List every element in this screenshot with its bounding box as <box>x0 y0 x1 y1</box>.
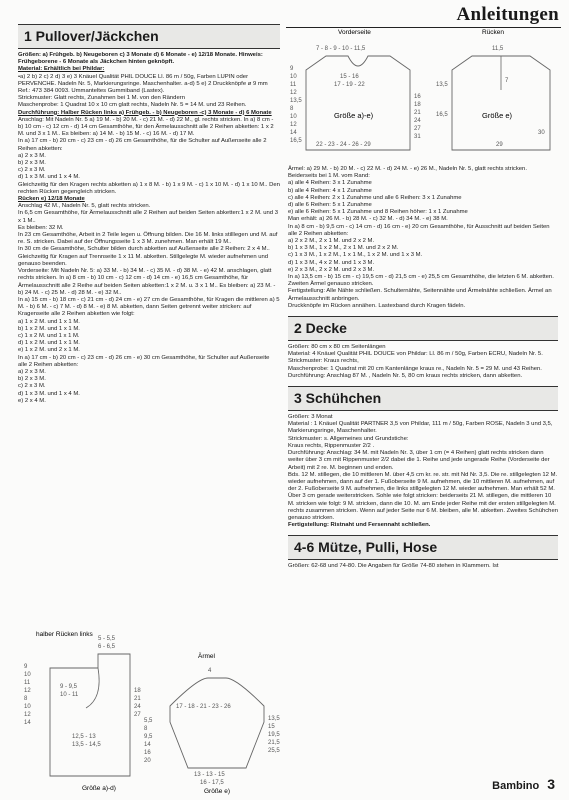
dimension-label: 30 <box>538 130 545 136</box>
dimension-label: 16 <box>144 750 151 756</box>
dimension-label: 21 <box>414 110 421 116</box>
left-column <box>18 22 280 405</box>
dimension-label: 21 <box>134 696 141 702</box>
text-line: Vorderseite: Mit Nadeln Nr. 5: a) 33 M. - b) 34 M. - c) 35 M. - d) 38 M. - e) 42 M. anschlagen, glatt rechts stricken. In a) 8 cm - b) 10 cm - c) 12 cm - d) 14 cm - e) 16,5 cm Gesamthöhe, für Ärmelausschnitt alle 2 Reihe auf beiden Seiten abketten:1 x 2 M. u. 3 x 1 M.. Es bleiben: a) 23 M. - b) 24 M. - c) 25 M. - d) 28 M. - e) 32 M.. <box>18 268 276 296</box>
dimension-label: 8 <box>24 696 28 702</box>
half-back-label: halber Rücken links <box>36 631 93 638</box>
sleeve-top: 4 <box>208 668 212 674</box>
text-line: Durchführung: Anschlag 87 M. , Nadeln Nr. 5, 80 cm kraus rechts stricken, dann abketten. <box>288 372 523 379</box>
half-top-1: 5 - 5,5 <box>98 636 116 642</box>
text-line: c) 1 x 3 M., 1 x 2 M., 1 x 1 M., 1 x 2 M. und 1 x 3 M. <box>288 252 423 259</box>
text-line: Anschlag 42 M., Nadeln Nr. 5, glatt rechts stricken. <box>18 203 151 210</box>
text-line: Über 3 cm gerade weiterstricken. Sohle wie folgt stricken: beiderseits 21 M. stillegen, die mittleren 10 M. stricken wie folgt: 9 M. stricken, dann die 10. M. am Ende jeder Reihe mit der ersten stillgelegten M. rechts zusammen stricken. Wenn auf jeder Seite nur 6 M. bleiben, alle M. abketten. Zweites Schühchen genauso stricken. <box>288 493 559 521</box>
dimension-label: 8 <box>290 106 294 112</box>
text-line: b) alle 4 Reihen: 4 x 1 Zunahme <box>288 187 372 194</box>
text-line: In 30 cm de Gesamthöhe, Schulter bilden durch abketten auf Außenseite alle 2 Reihen: 2 x 4 M.. Gleichzeitig für Kragen auf Trennseite 1 x 11 M. abketten. Stillgelegte M. wieder aufnehmen und genauso beenden. <box>18 246 270 267</box>
text-line: In 6,5 cm Gesamthöhe, für Ärmelausschnitt alle 2 Reihen auf beiden Seiten abketten:1 x 2 M. und 3 x 1 M.. <box>18 210 278 224</box>
dimension-label: 16,5 <box>290 138 302 144</box>
dimension-label: 18 <box>414 102 421 108</box>
text-line: Material: 4 Knäuel Qualität PHIL DOUCE von Phildar: Ll. 86 m / 50g, Farben ECRU, Nadeln Nr. 5. <box>288 351 543 358</box>
dimension-label: 10 <box>290 74 297 80</box>
text-line: Rücken e) 12/18 Monate <box>18 196 85 203</box>
dimension-label: 13,5 <box>268 716 280 722</box>
dimension-label: 18 <box>134 688 141 694</box>
text-line: Es bleiben: 32 M. <box>18 224 64 231</box>
text-line: c) 1 x 2 M. und 1 x 1 M. <box>18 332 80 339</box>
dimension-label: 27 <box>134 712 141 718</box>
back-bottom: 29 <box>496 142 503 148</box>
front-neck-2: 17 - 19 - 22 <box>334 82 365 88</box>
text-line: a) 2 x 3 M. <box>18 368 46 375</box>
front-neck-1: 15 - 16 <box>340 74 359 80</box>
dimension-label: 12 <box>24 712 31 718</box>
section-title-decke: 2 Decke <box>288 316 558 341</box>
text-line: Gleichzeitig für den Kragen rechts abketten a) 1 x 8 M. - b) 1 x 9 M. - c) 1 x 10 M. - d) 1 x 10 M.. Den rechten Rücken gegengleich stricken. <box>18 181 280 195</box>
section-title-muetze: 4-6 Mütze, Pulli, Hose <box>288 535 558 560</box>
text-line: Material: Erhältlich bei Phildar: <box>18 66 105 73</box>
back-mid: 7 <box>505 78 509 84</box>
front-top: 7 - 8 - 9 - 10 - 11,5 <box>316 46 366 52</box>
text-line: In a) 8 cm - b) 9,5 cm - c) 14 cm - d) 16 cm - e) 20 cm Gesamthöhe, für Ausschnitt auf beiden Seiten alle 2 Reihen abketten: <box>288 223 550 237</box>
text-line: In a) 15 cm - b) 18 cm - c) 21 cm - d) 24 cm - e) 27 cm de Gesamthöhe, für Kragen die mittleren a) 5 M. - b) 6 M. - c) 7 M. - d) 8 M. - e) 8 M. abketten, dann Seiten getrennt weiter stricken: auf Kragenseite alle 2 Reihen abketten wie folgt: <box>18 296 280 318</box>
text-line: a) 1 x 2 M. und 1 x 1 M. <box>18 318 80 325</box>
dimension-label: 16 <box>414 94 421 100</box>
dimension-label: 5,5 <box>144 718 153 724</box>
dimension-label: 16,5 <box>436 112 448 118</box>
dimension-label: 11 <box>290 82 297 88</box>
text-line: c) 2 x 3 M. <box>18 167 46 174</box>
text-line: Kraus rechts, Rippenmuster 2/2 . <box>288 442 375 449</box>
footer-brand: Bambino <box>492 780 540 792</box>
text-line: b) 2 x 3 M. <box>18 160 46 167</box>
sleeve-mid: 17 - 18 - 21 - 23 - 26 <box>176 704 231 710</box>
text-line: Beiderseits bei 1 M. vom Rand: <box>288 173 370 180</box>
dimension-label: 15 <box>268 724 275 730</box>
back-label: Rücken <box>482 29 505 36</box>
dimension-label: 14 <box>144 742 151 748</box>
dimension-label: 27 <box>414 126 421 132</box>
text-line: Ärmel: a) 29 M. - b) 20 M. - c) 22 M. - d) 24 M. - e) 26 M., Nadeln Nr. 5, glatt rechts stricken. <box>288 166 527 172</box>
text-line: c) alle 4 Reihen: 2 x 1 Zunahme und alle 6 Reihen: 3 x 1 Zunahme <box>288 194 462 201</box>
text-line: Strickmuster: Glatt rechts, Zunahmen bei 1 M. von den Rändern <box>18 95 185 102</box>
text-line: In a) 13,5 cm - b) 15 cm - c) 19,5 cm - d) 21,5 cm - e) 25,5 cm Gesamthöhe, die letzten 6 M. abketten. Zweiten Ärmel genauso stricken. <box>288 274 554 288</box>
half-size: Größe a)-d) <box>82 785 116 792</box>
text-line: Durchführung: Anschlag: 34 M. mit Nadeln Nr. 3, über 1 cm (= 4 Reihen) glatt rechts stricken dann weiter über 3 cm mit Rippenmuster 2/2 dabei die 1. Reihe und jede ungerade Reihe (Vorderseite der Arbeit) mit 2 re. M. beginnen und enden. <box>288 450 550 471</box>
text-line: Größen: 3 Monat <box>288 414 333 421</box>
text-line: d) 1 x 2 M. und 1 x 1 M. <box>18 340 80 347</box>
text-line: d) alle 6 Reihen: 5 x 1 Zunahme <box>288 202 372 209</box>
text-line: Bds. 12 M. stillegen, die 10 mittleren M. über 4,5 cm kr. re. str. mit Nd Nr. 3,5. Die re. stillgelegten 12 M. wieder aufnehmen, dann auf der 1. Fußoberseite 9 M. aufnehmen, die 10 mittleren M. aufnehmen, auf der 2. Fußoberseite 9 M. aufnehmen, die links stillgelegten 12 M. wieder aufnehmen. Man erhält 52 M. <box>288 471 558 493</box>
half-mid-2: 10 - 11 <box>60 692 79 698</box>
dimension-label: 9 <box>290 66 294 72</box>
text-line: Druckknöpfe im Rücken annähen. Lastexband durch Kragen fädeln. <box>288 302 466 309</box>
sleeve-bottom-1: 13 - 13 - 15 <box>194 772 225 778</box>
text-line: Fertigstellung: Alle Nähte schließen. Schulternähte, Seitennähte und Ärmelnähte schließen. Ärmel an Ärmelausschnitt anbringen. <box>288 288 552 302</box>
dimension-label: 12 <box>290 122 297 128</box>
dimension-label: 10 <box>24 704 31 710</box>
text-line: In 23 cm Gesamthöhe, Arbeit in 2 Teile legen u. Öffnung bilden. Die 16 M. links stilllegen und M. auf re. S. stricken. Dabei auf der Öffnungsseite 1 x 3 M. zunehmen. Man erhält 19 M.. <box>18 232 278 246</box>
muetze-instructions <box>288 563 558 570</box>
text-line: a) 2 x 3 M. <box>18 152 46 159</box>
dimension-label: 20 <box>144 758 151 764</box>
dimension-label: 21,5 <box>268 740 280 746</box>
sleeve-label: Ärmel <box>198 653 215 660</box>
pullover-continued-instructions <box>288 166 558 310</box>
text-line: e) alle 6 Reihen: 5 x 1 Zunahme und 8 Reihen höher: 1 x 1 Zunahme <box>288 209 468 216</box>
dimension-label: 11 <box>24 680 31 686</box>
half-bottom-2: 13,5 - 14,5 <box>72 742 101 748</box>
dimension-label: 10 <box>290 114 297 120</box>
dimension-label: 12 <box>24 688 31 694</box>
text-line: b) 2 x 3 M. <box>18 376 46 383</box>
text-line: Größen: 62-68 und 74-80. Die Angaben für Größe 74-80 stehen in Klammern. Ist <box>288 563 499 570</box>
text-line: Größen: 80 cm x 80 cm Seitenlängen <box>288 344 386 351</box>
text-line: e) 1 x 2 M. und 2 x 1 M. <box>18 347 80 354</box>
text-line: d) 1 x 3 M. und 1 x 4 M. <box>18 174 80 181</box>
dimension-label: 10 <box>24 672 31 678</box>
dimension-label: 14 <box>290 130 297 136</box>
back-size: Größe e) <box>482 111 513 120</box>
text-line: c) 2 x 3 M. <box>18 383 46 390</box>
right-column <box>288 166 558 571</box>
text-line: a) 2 x 2 M., 2 x 1 M. und 2 x 2 M. <box>288 238 375 245</box>
text-line: Man erhält: a) 26 M. - b) 28 M. - c) 32 M. - d) 34 M. - e) 38 M. <box>288 216 448 223</box>
text-line: Durchführung: Halber Rücken links a) Frühgeb. - b) Neugeboren -c) 3 Monate - d) 6 Monate <box>18 109 272 116</box>
text-line: b) 1 x 3 M., 1 x 2 M., 2 x 1 M. und 2 x 2 M. <box>288 245 399 252</box>
sleeve-size: Größe e) <box>204 788 231 795</box>
text-line: Fertigstellung: Ristnaht und Fersennaht schließen. <box>288 522 431 529</box>
text-line: Maschenprobe: 1 Quadrat 10 x 10 cm glatt rechts, Nadeln Nr. 5 = 14 M. und 23 Reihen. <box>18 102 247 109</box>
dimension-label: 8 <box>144 726 148 732</box>
dimension-label: 25,5 <box>268 748 280 754</box>
back-top: 11,5 <box>492 46 504 52</box>
sleeve-diagram <box>140 650 282 795</box>
front-bottom: 22 - 23 - 24 - 26 - 29 <box>316 142 371 148</box>
dimension-label: 13,5 <box>290 98 302 104</box>
front-label: Vorderseite <box>338 29 371 36</box>
sleeve-bottom-2: 16 - 17,5 <box>200 780 224 786</box>
text-line: e) 2 x 3 M., 2 x 2 M. und 2 x 3 M. <box>288 266 375 273</box>
dimension-label: 9,5 <box>144 734 153 740</box>
text-line: Maschenprobe: 1 Quadrat mit 20 cm Kantenlänge kraus re., Nadeln Nr. 5 = 29 M. und 43 Reihen. <box>288 365 542 372</box>
schuhchen-instructions <box>288 414 558 529</box>
front-back-diagram <box>286 26 562 166</box>
half-top-2: 6 - 6,5 <box>98 644 116 650</box>
dimension-label: 24 <box>134 704 141 710</box>
page-footer <box>492 776 555 792</box>
dimension-label: 14 <box>24 720 31 726</box>
text-line: Größen: a) Frühgeb. b) Neugeboren c) 3 Monate d) 6 Monate - e) 12/18 Monate. Hinweis: Frühgeborene - 6 Monate als Jäckchen hinten geknöpft. <box>18 52 263 66</box>
text-line: In a) 17 cm - b) 20 cm - c) 23 cm - d) 26 cm - e) 30 cm Gesamthöhe, für Schulter auf Außenseite alle 2 Reihen abketten: <box>18 354 270 368</box>
text-line: e) 2 x 4 M. <box>18 397 46 404</box>
text-line: •a) 2 b) 2 c) 2 d) 3 e) 3 Knäuel Qualität PHIL DOUCE Ll. 86 m / 50g, Farben LUPIN oder PERVENCHE. Nadeln Nr. 5, Markierungsringe. Maschenhalter. a-d) 5 e) 2 Druckknöpfe ø 9 mm Ref.: 473 384 0093. Ummanteltes Gummiband (Lastex). <box>18 73 268 95</box>
text-line: a) alle 4 Reihen: 3 x 1 Zunahme <box>288 180 372 187</box>
text-line: b) 1 x 2 M. und 1 x 1 M. <box>18 325 80 332</box>
half-back-diagram <box>18 628 158 793</box>
decke-instructions <box>288 344 558 380</box>
page-number: 3 <box>547 776 555 792</box>
dimension-label: 9 <box>24 664 28 670</box>
text-line: Strickmuster: Kraus rechts, <box>288 358 359 365</box>
section-title-pullover: 1 Pullover/Jäckchen <box>18 24 280 49</box>
dimension-label: 31 <box>414 134 421 140</box>
text-line: Strickmuster: s. Allgemeines und Grundstiche: <box>288 435 409 442</box>
pullover-instructions <box>18 52 280 405</box>
text-line: In a) 17 cm - b) 20 cm - c) 23 cm - d) 26 cm Gesamthöhe, für die Schulter auf Außenseite alle 2 Reihen abketten: <box>18 138 267 152</box>
dimension-label: 12 <box>290 90 297 96</box>
text-line: d) 1 x 3 M., 4 x 2 M. und 1 x 3 M. <box>288 259 375 266</box>
page-header-title: Anleitungen <box>456 4 559 25</box>
half-bottom-1: 12,5 - 13 <box>72 734 96 740</box>
section-title-schuhchen: 3 Schühchen <box>288 386 558 411</box>
dimension-label: 13,5 <box>436 82 448 88</box>
front-size: Größe a)-e) <box>334 111 374 120</box>
text-line: Anschlag: Mit Nadeln Nr. 5 a) 19 M. - b) 20 M. - c) 21 M. - d) 22 M., gl. rechts stricken. In a) 8 cm - b) 10 cm - c) 12 cm - d) 14 cm Gesamthöhe, für den Ärmelausschnitt alle 2 Reihen abketten: 1 x 2 M. und 3 x 1 M.. Es bleiben: a) 14 M. - b) 15 M. - c) 16 M. - d) 17 M. <box>18 116 274 138</box>
text-line: Material : 1 Knäuel Qualität PARTNER 3,5 von Phildar, 111 m / 50g, Farben ROSE, Nadeln 3 und 3,5, Markierungsringe, Maschenhalter. <box>288 421 553 435</box>
dimension-label: 19,5 <box>268 732 280 738</box>
text-line: d) 1 x 3 M. und 1 x 4 M. <box>18 390 80 397</box>
half-mid-1: 9 - 9,5 <box>60 684 78 690</box>
dimension-label: 24 <box>414 118 421 124</box>
